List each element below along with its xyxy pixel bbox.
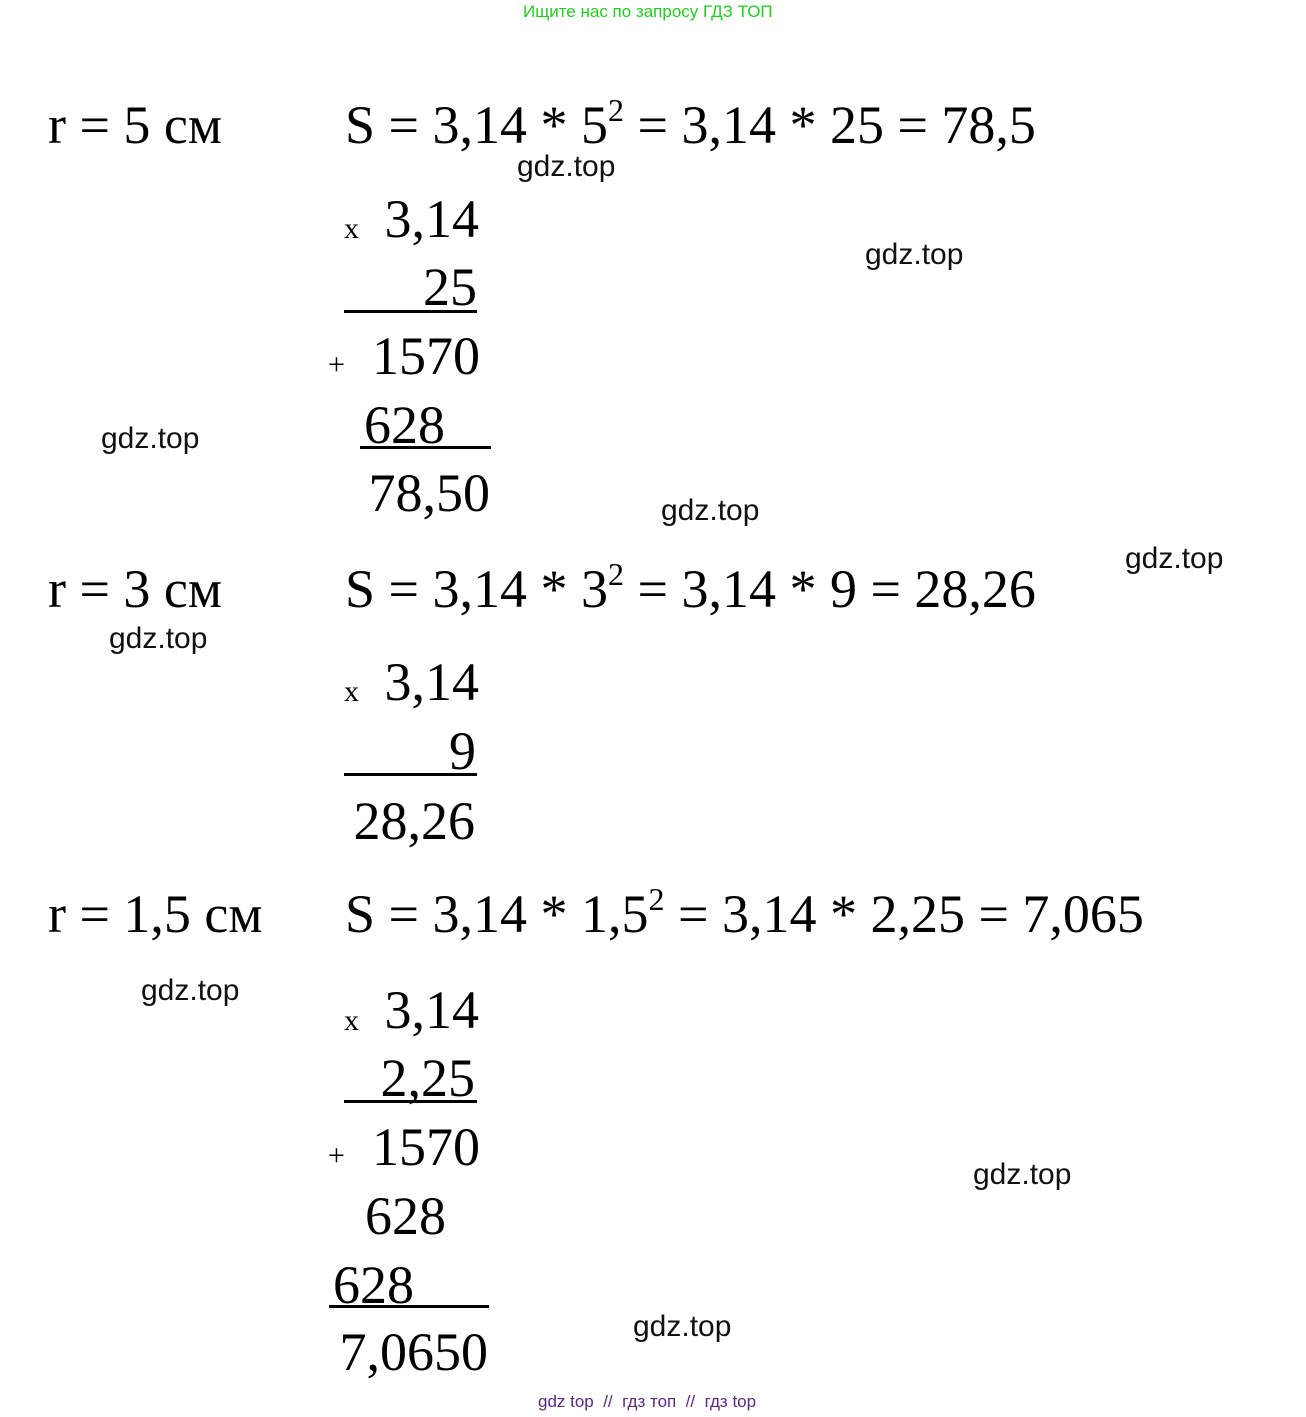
watermark: gdz.top	[865, 238, 964, 271]
column-result: 78,50	[368, 463, 490, 523]
column-row: 628	[365, 1186, 446, 1246]
plus-sign: +	[328, 348, 345, 381]
column-row: 9	[449, 721, 476, 781]
plus-sign: +	[328, 1139, 345, 1172]
column-rule	[360, 446, 491, 449]
multiply-sign: x	[344, 675, 359, 708]
exponent: 2	[648, 881, 665, 917]
column-row: 628	[364, 395, 445, 455]
column-rule	[344, 310, 477, 313]
radius-label: r = 3 см	[48, 559, 223, 619]
watermark: gdz.top	[109, 622, 208, 655]
area-formula: $S = 3,14 * 5^2 = 3,14 * 25 = 78,5$	[345, 92, 1036, 155]
watermark: gdz.top	[661, 494, 760, 527]
radius-label: r = 5 см	[48, 95, 223, 155]
column-row: 3,14	[384, 652, 479, 712]
column-row: 25	[423, 257, 477, 317]
column-rule	[329, 1305, 489, 1308]
watermark: gdz.top	[101, 422, 200, 455]
column-rule	[344, 1100, 477, 1103]
footer-links[interactable]: gdz top // гдз топ // гдз top	[538, 1392, 757, 1411]
multiply-sign: x	[344, 212, 359, 245]
area-formula: $S = 3,14 * 1,5^2 = 3,14 * 2,25 = 7,065$	[345, 881, 1144, 944]
column-row: 1570	[372, 1117, 480, 1177]
exponent: 2	[608, 92, 624, 128]
radius-label: r = 1,5 см	[48, 884, 263, 944]
column-result: 28,26	[353, 791, 475, 851]
search-hint-header: Ищите нас по запросу ГДЗ ТОП	[523, 2, 773, 21]
multiply-sign: x	[344, 1004, 359, 1037]
area-formula: $S = 3,14 * 3^2 = 3,14 * 9 = 28,26$	[345, 556, 1036, 619]
watermark: gdz.top	[633, 1310, 732, 1343]
column-row: 2,25	[380, 1048, 475, 1108]
column-row: 1570	[372, 326, 480, 386]
watermark: gdz.top	[141, 974, 240, 1007]
watermark: gdz.top	[973, 1158, 1072, 1191]
exponent: 2	[608, 556, 624, 592]
watermark: gdz.top	[517, 150, 616, 183]
column-row: 628	[333, 1255, 414, 1315]
column-row: 3,14	[384, 189, 479, 249]
column-rule	[344, 773, 477, 776]
watermark: gdz.top	[1125, 542, 1224, 575]
column-result: 7,0650	[339, 1322, 488, 1382]
column-row: 3,14	[384, 980, 479, 1040]
